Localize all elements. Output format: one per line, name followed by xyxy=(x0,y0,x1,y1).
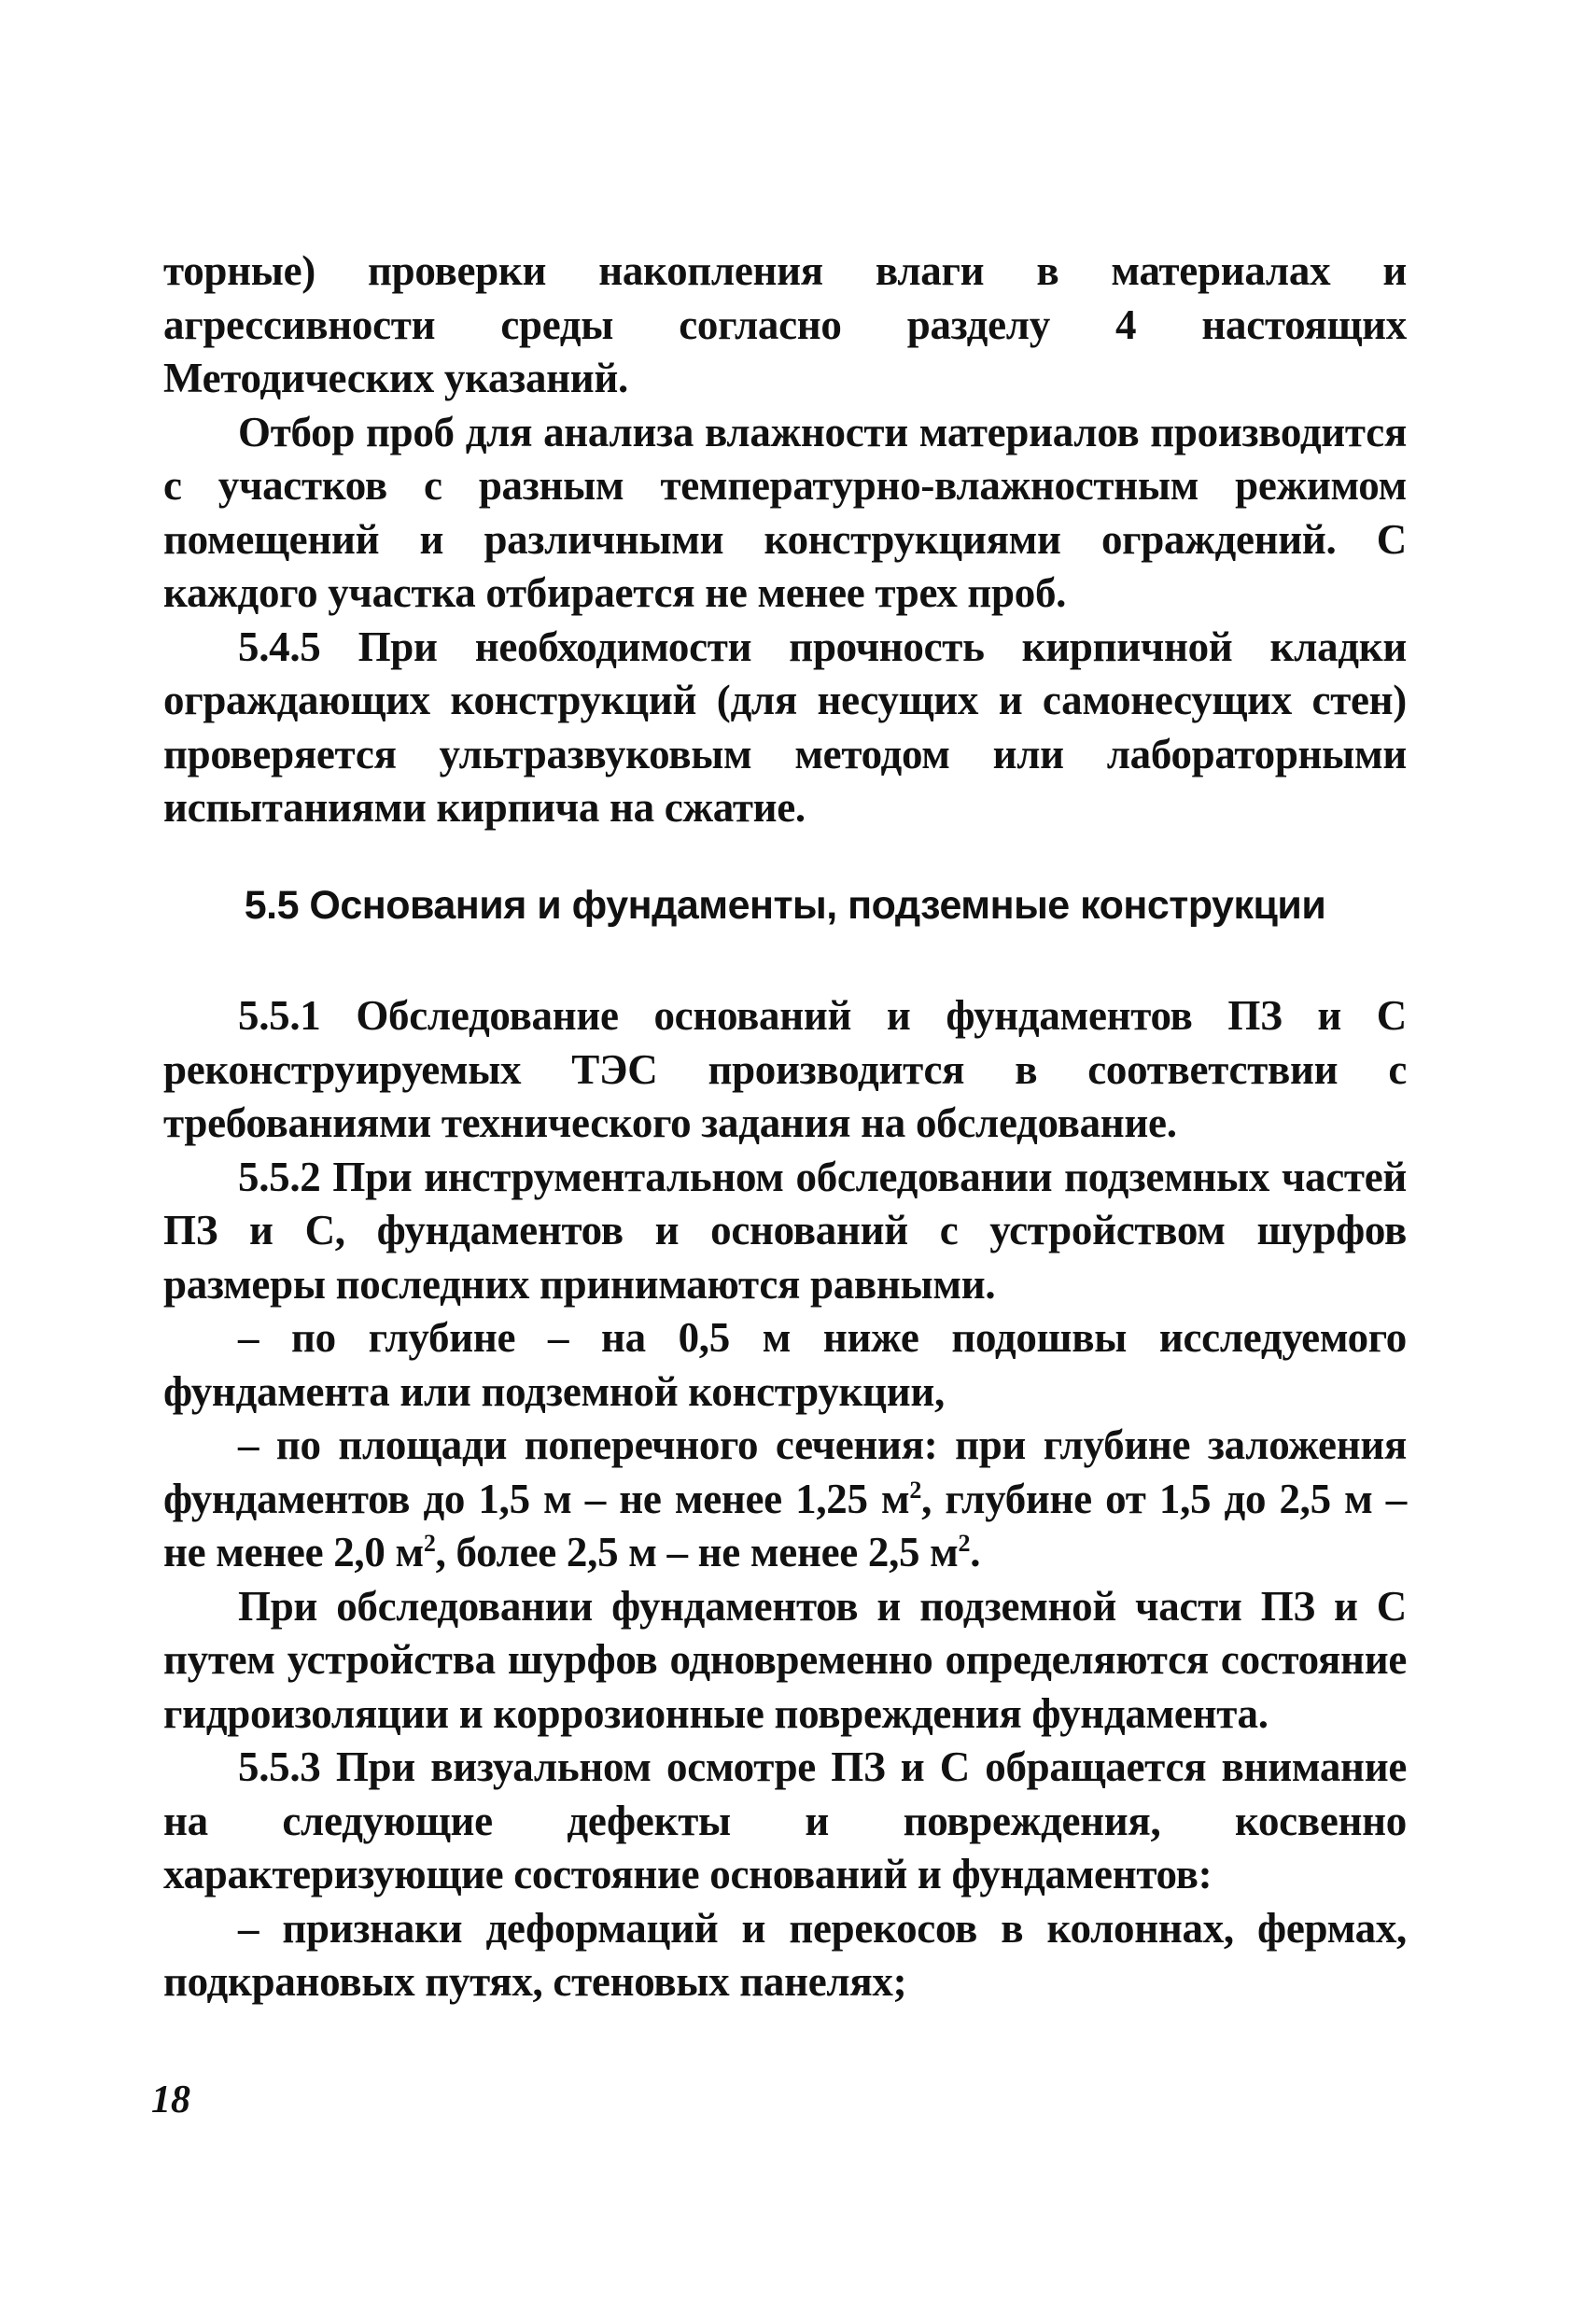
clause-5-5-1 xyxy=(163,989,1407,1151)
clause-number: 5.5.1 xyxy=(238,992,321,1039)
section-heading: 5.5 Основания и фундаменты, подземные конструкции xyxy=(244,883,1326,928)
bottom-text-block xyxy=(163,989,1407,2009)
superscript: 2 xyxy=(909,1476,922,1504)
list-item-deformations xyxy=(163,1902,1407,2009)
paragraph-text: Отбор проб для анализа влажности материалов производится с участков с разным температурно-влажностным режимом помещений и различными конструкциями ограждений. С каждого участка отбирается не менее трех проб. xyxy=(163,408,1407,616)
clause-text: Обследование оснований и фундаментов ПЗ и С реконструируемых ТЭС производится в соответствии с требованиями технического задания на обследование. xyxy=(163,992,1407,1146)
list-item-text: – по площади поперечного сечения: при глубине заложения фундаментов до 1,5 м – не менее 1,25 м xyxy=(163,1421,1407,1522)
paragraph-continuation xyxy=(163,245,1407,406)
list-item-text: . xyxy=(970,1529,981,1575)
list-item-text: , глубине от 1,5 до 2,5 м – не менее 2,0 м xyxy=(163,1475,1407,1575)
clause-5-4-5 xyxy=(163,621,1407,835)
clause-number: 5.5.3 xyxy=(238,1743,321,1790)
list-item-text: – признаки деформаций и перекосов в колоннах, фермах, подкрановых путях, стеновых панелях; xyxy=(163,1904,1407,2005)
paragraph-shurf xyxy=(163,1580,1407,1742)
clause-number: 5.5.2 xyxy=(238,1153,321,1200)
clause-text: При необходимости прочность кирпичной кладки ограждающих конструкций (для несущих и самонесущих стен) проверяется ультразвуковым методом или лабораторными испытаниями кирпича на сжатие. xyxy=(163,623,1407,831)
superscript: 2 xyxy=(423,1530,436,1557)
clause-text: При инструментальном обследовании подземных частей ПЗ и С, фундаментов и оснований с устройством шурфов размеры последних принимаются равными. xyxy=(163,1153,1407,1308)
superscript: 2 xyxy=(958,1530,971,1557)
page-number: 18 xyxy=(151,2079,190,2121)
clause-5-5-3 xyxy=(163,1741,1407,1902)
top-text-block xyxy=(163,245,1407,835)
list-item-area xyxy=(163,1419,1407,1580)
list-item-text: , более 2,5 м – не менее 2,5 м xyxy=(435,1529,959,1575)
paragraph-text: При обследовании фундаментов и подземной части ПЗ и С путем устройства шурфов одновременно определяются состояние гидроизоляции и коррозионные повреждения фундамента. xyxy=(163,1582,1407,1737)
list-item-depth xyxy=(163,1311,1407,1419)
clause-5-5-2 xyxy=(163,1151,1407,1312)
list-item-text: – по глубине – на 0,5 м ниже подошвы исследуемого фундамента или подземной конструкции, xyxy=(163,1314,1407,1415)
clause-text: При визуальном осмотре ПЗ и С обращается внимание на следующие дефекты и повреждения, косвенно характеризующие состояние оснований и фундаментов: xyxy=(163,1743,1407,1897)
paragraph-sampling xyxy=(163,406,1407,621)
paragraph-text: торные) проверки накопления влаги в материалах и агрессивности среды согласно разделу 4 настоящих Методических указаний. xyxy=(163,247,1407,401)
clause-number: 5.4.5 xyxy=(238,623,321,670)
